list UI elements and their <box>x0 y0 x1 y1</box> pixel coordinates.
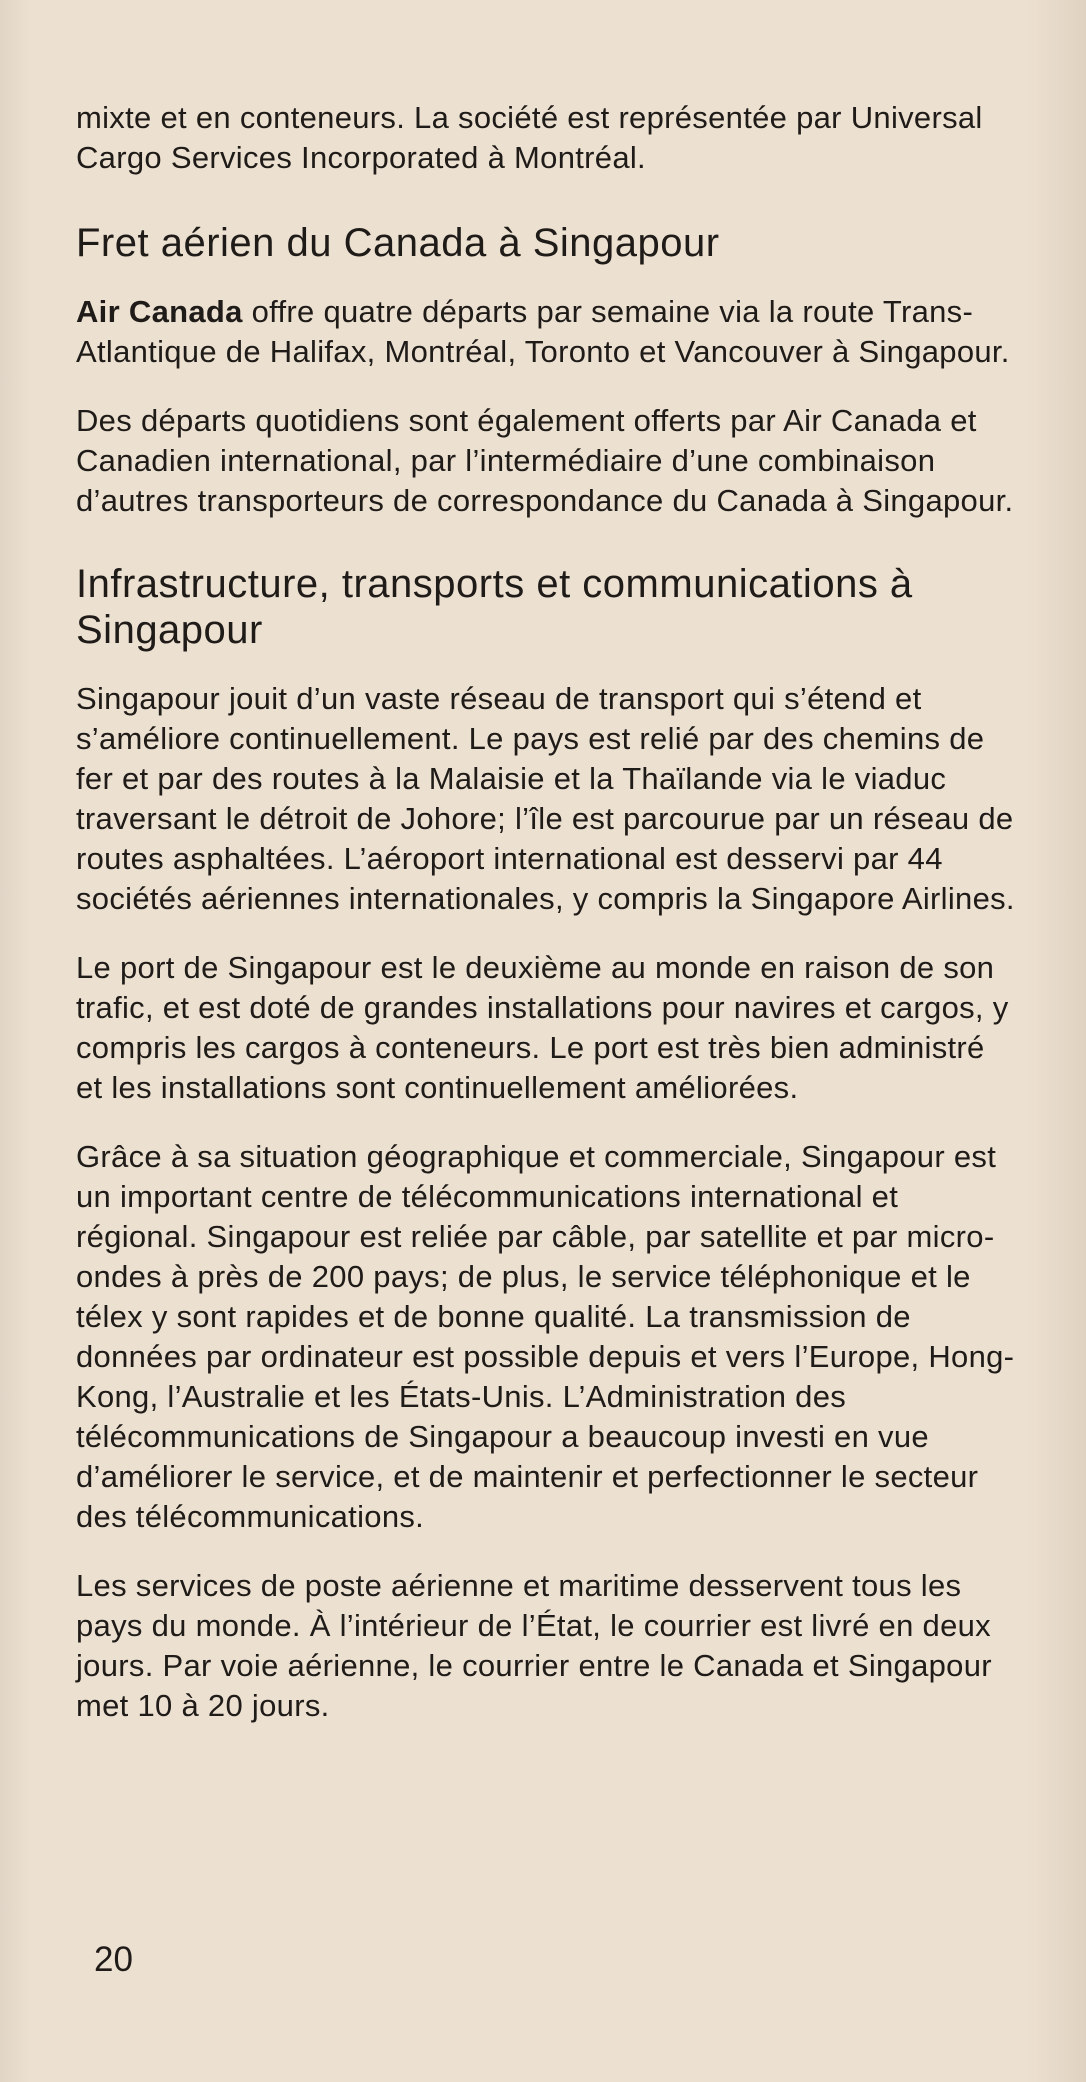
page-content <box>76 98 1016 1726</box>
transport-network-paragraph: Singapour jouit d’un vaste réseau de transport qui s’étend et s’améliore continuellement. Le pays est relié par des chemins de fer et par des routes à la Malaisie et la Thaïlande via le viaduc traversant le détroit de Johore; l’île est parcourue par un réseau de routes asphaltées. L’aéroport international est desservi par 44 sociétés aériennes internationales, y compris la Singapore Airlines. <box>76 681 1015 916</box>
air-canada-bold: Air Canada <box>76 294 243 329</box>
telecommunications-paragraph: Grâce à sa situation géographique et commerciale, Singapour est un important centre de télécommunications international et régional. Singapour est reliée par câble, par satellite et par micro-ondes à près de 200 pays; de plus, le service téléphonique et le télex y sont rapides et de bonne qualité. La transmission de données par ordinateur est possible depuis et vers l’Europe, Hong-Kong, l’Australie et les États-Unis. L’Administration des télécommunications de Singapour a beaucoup investi en vue d’améliorer le service, et de maintenir et perfectionner le secteur des télécommunications. <box>76 1139 1015 1534</box>
port-paragraph: Le port de Singapour est le deuxième au monde en raison de son trafic, et est doté de grandes installations pour navires et cargos, y compris les cargos à conteneurs. Le port est très bien administré et les installations sont continuellement améliorées. <box>76 950 1009 1105</box>
intro-paragraph: mixte et en conteneurs. La société est représentée par Universal Cargo Services Incorporated à Montréal. <box>76 100 983 175</box>
postal-services-paragraph: Les services de poste aérienne et maritime desservent tous les pays du monde. À l’intérieur de l’État, le courrier est livré en deux jours. Par voie aérienne, le courrier entre le Canada et Singapour met 10 à 20 jours. <box>76 1568 992 1723</box>
page-number: 20 <box>94 1940 133 1979</box>
section-heading-air-freight: Fret aérien du Canada à Singapour <box>76 221 720 265</box>
section-heading-infrastructure: Infrastructure, transports et communications à Singapour <box>76 562 913 652</box>
air-canada-text: offre quatre départs par semaine via la route Trans-Atlantique de Halifax, Montréal, Toronto et Vancouver à Singapour. <box>76 294 1010 369</box>
air-canada-paragraph <box>76 292 1016 372</box>
daily-departures-paragraph: Des départs quotidiens sont également offerts par Air Canada et Canadien international, par l’intermédiaire d’une combinaison d’autres transporteurs de correspondance du Canada à Singapour. <box>76 403 1014 518</box>
